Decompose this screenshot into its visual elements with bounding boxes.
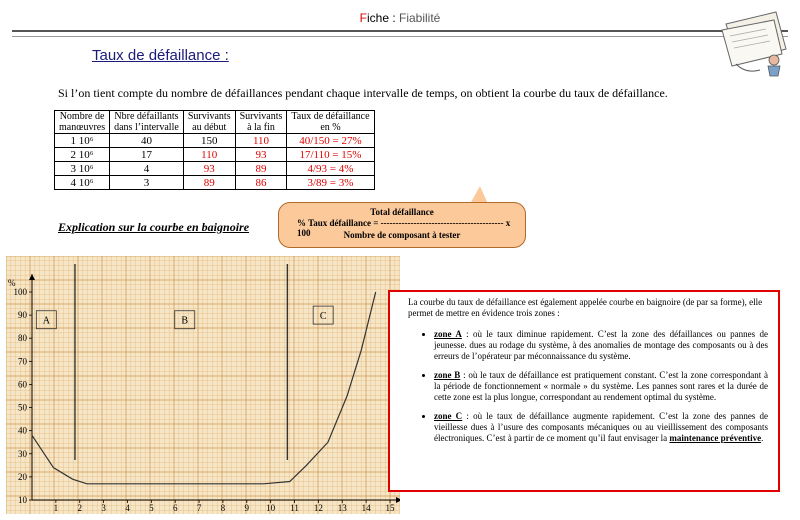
header-title-middle: iche :	[366, 11, 399, 25]
list-item	[434, 370, 768, 403]
col-header-taux	[287, 111, 374, 134]
explanation-box	[388, 290, 780, 492]
table-cell: 2 10⁶	[55, 148, 110, 162]
list-item	[434, 329, 768, 362]
intro-text: Si l’on tient compte du nombre de défaillances pendant chaque intervalle de temps, on obtient la courbe du taux de défaillance.	[58, 86, 668, 100]
col-header-survivants-fin	[235, 111, 287, 134]
x-tick-label: 3	[101, 503, 106, 513]
x-tick-label: 5	[149, 503, 154, 513]
formula-denominator: Nombre de composant à tester	[343, 230, 461, 240]
table-cell: 93	[235, 148, 287, 162]
header-line: Taux de défaillance	[291, 111, 370, 122]
header-line: Survivants	[239, 111, 283, 122]
folder-clipart-icon	[716, 4, 796, 80]
col-header-manoeuvres	[55, 111, 110, 134]
table-cell: 17/110 = 15%	[287, 148, 374, 162]
table-cell: 4 10⁶	[55, 176, 110, 190]
header-line: Nombre de	[59, 111, 105, 122]
x-tick-label: 14	[361, 503, 371, 513]
zone-c-text: : où le taux de défaillance augmente rapidement. C’est la zone des pannes de vieillesse dues à l’usure des composants mécaniques ou au vieillissement des composants électroniques. C’est à partir de ce moment qu’il faut envisager la	[434, 411, 768, 443]
table-cell: 150	[183, 134, 235, 148]
table-cell: 3/89 = 3%	[287, 176, 374, 190]
y-tick-label: 100	[13, 287, 27, 297]
bathtub-chart	[6, 256, 400, 514]
table-cell: 93	[183, 162, 235, 176]
x-tick-label: 10	[266, 503, 276, 513]
explanation-title: Explication sur la courbe en baignoire	[58, 220, 250, 234]
maintenance-preventive: maintenance préventive	[669, 433, 762, 443]
header-line: en %	[320, 122, 341, 133]
x-tick-label: 13	[337, 503, 347, 513]
zone-a-text: : où le taux diminue rapidement. C’est la zone des défaillances ou pannes de jeunesse. dues au rodage du système, à des anomalies de montage des composants ou à des erreurs de l’opérateur par méconnaissance du système.	[434, 329, 768, 361]
failure-table	[54, 110, 375, 190]
x-tick-label: 7	[196, 503, 202, 513]
list-item	[434, 411, 768, 444]
table-cell: 86	[235, 176, 287, 190]
x-tick-label: 12	[313, 503, 323, 513]
zone-b-text: : où le taux de défaillance est pratiquement constant. C’est la zone correspondant à la période de fonctionnement « normale » du système. Les pannes sont rares et la durée de cette zone est la plus longue, correspondant au rendement optimal du système.	[434, 370, 769, 402]
zone-c-label: zone C	[434, 411, 463, 421]
table-cell: 110	[183, 148, 235, 162]
table-row	[55, 134, 375, 148]
formula-callout	[278, 202, 526, 248]
table-header-row	[55, 111, 375, 134]
zone-list	[408, 329, 768, 444]
x-tick-label: 9	[244, 503, 250, 513]
header-line: manœuvres	[59, 122, 106, 133]
header-line: à la fin	[247, 122, 275, 133]
table-row	[55, 148, 375, 162]
header-title-end: Fiabilité	[399, 11, 441, 25]
table-cell: 3	[110, 176, 184, 190]
zone-label: C	[319, 311, 327, 323]
x-tick-label: 2	[77, 503, 82, 513]
section-title: Taux de défaillance :	[92, 47, 229, 64]
y-tick-label: 80	[18, 333, 27, 344]
header-line: dans l’intervalle	[114, 122, 179, 133]
x-tick-label: 15	[385, 503, 395, 513]
table-cell: 17	[110, 148, 184, 162]
x-tick-label: 4	[125, 503, 130, 513]
chart-svg	[6, 256, 400, 514]
x-tick-label: 8	[220, 503, 226, 513]
table-cell: 3 10⁶	[55, 162, 110, 176]
explanation-intro: La courbe du taux de défaillance est également appelée courbe en baignoire (de par sa forme), elle permet de mettre en évidence trois zones :	[408, 297, 763, 318]
table-cell: 89	[235, 162, 287, 176]
x-tick-label: 1	[53, 503, 59, 513]
header-line: au début	[192, 122, 227, 133]
table-cell: 40/150 = 27%	[287, 134, 374, 148]
formula-lhs: % Taux défaillance = ----------------------------------------- x 100	[297, 218, 511, 238]
table-cell: 1 10⁶	[55, 134, 110, 148]
zone-label: A	[42, 315, 50, 327]
y-tick-label: 30	[18, 448, 27, 459]
table-row	[55, 162, 375, 176]
table-cell: 110	[235, 134, 287, 148]
x-tick-label: 11	[290, 503, 299, 513]
y-tick-label: 20	[18, 471, 27, 482]
col-header-defaillants	[110, 111, 184, 134]
zone-c-end: .	[761, 433, 764, 443]
table-cell: 4/93 = 4%	[287, 162, 374, 176]
table-row	[55, 176, 375, 190]
header-title-initial: F	[359, 11, 367, 25]
zone-a-label: zone A	[434, 329, 462, 339]
y-tick-label: 60	[18, 379, 27, 390]
header-divider	[12, 36, 788, 37]
x-tick-label: 6	[172, 503, 178, 513]
y-tick-label: 40	[18, 425, 27, 436]
table-cell: 4	[110, 162, 184, 176]
y-tick-label: 70	[18, 356, 27, 367]
page-header	[12, 6, 788, 32]
formula-numerator: Total défaillance	[370, 207, 434, 217]
table-cell: 89	[183, 176, 235, 190]
header-line: Nbre défaillants	[114, 111, 179, 122]
col-header-survivants-debut	[183, 111, 235, 134]
header-line: Survivants	[187, 111, 231, 122]
y-tick-label: 10	[18, 495, 27, 505]
zone-b-label: zone B	[434, 370, 461, 380]
y-axis-label: %	[8, 278, 16, 288]
table-cell: 40	[110, 134, 184, 148]
y-tick-label: 90	[18, 310, 27, 321]
y-tick-label: 50	[18, 402, 27, 413]
zone-label: B	[181, 315, 189, 327]
